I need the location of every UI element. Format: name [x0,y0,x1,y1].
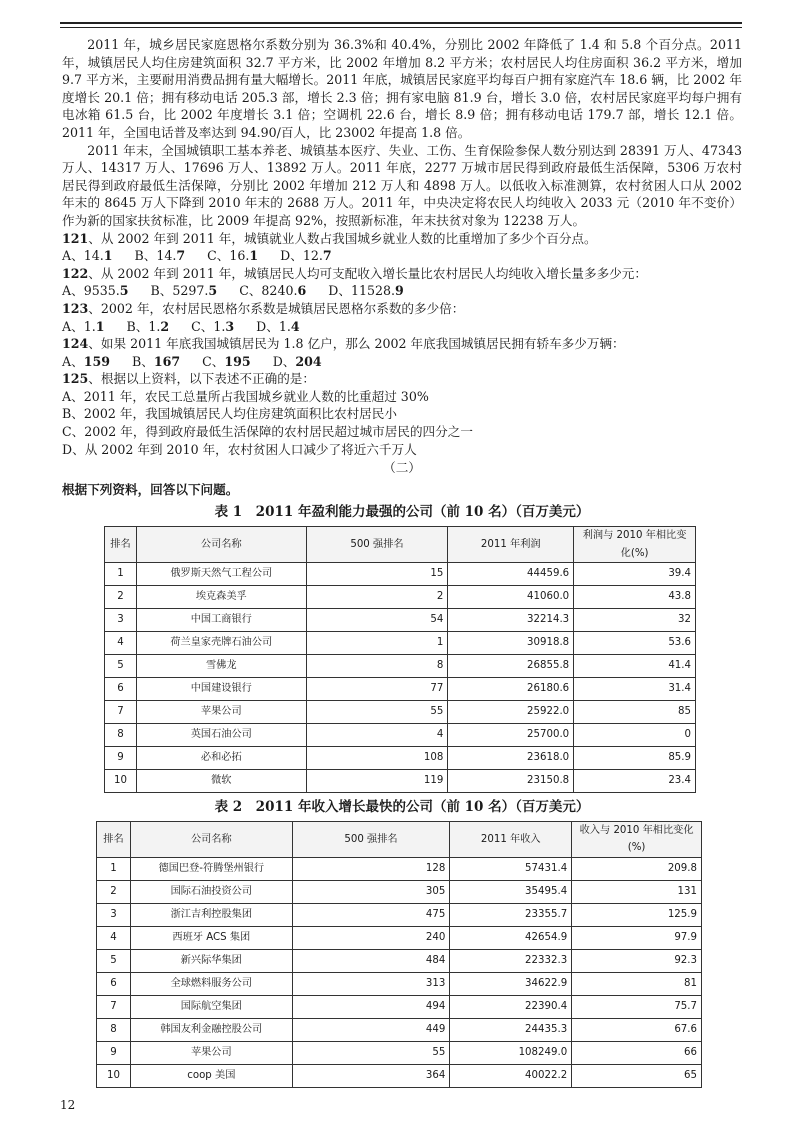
question-text: 、根据以上资料，以下表述不正确的是： [88,371,315,387]
table-cell: 67.6 [572,1019,702,1042]
column-header: 500 强排名 [292,821,450,857]
option-prefix: C、16. [207,248,250,264]
table-cell: 34622.9 [450,973,572,996]
option-bold-digit: 195 [224,353,251,369]
table-cell: 苹果公司 [136,701,306,724]
table-cell: 必和必拓 [136,747,306,770]
question-text: 、2002 年，农村居民恩格尔系数是城镇居民恩格尔系数的多少倍： [88,300,465,316]
table-cell: 荷兰皇家壳牌石油公司 [136,632,306,655]
paragraph-2: 2011 年末，全国城镇职工基本养老、城镇基本医疗、失业、工伤、生育保险参保人数分别达到 28391 万人、47343 万人、14317 万人、17696 万人、13892 万人。2011 年底，2277 万城市居民得到政府最低生活保障，5306 万农村居民得到政府最低生活保障，分别比 2002 年增加 212 万人和 4898 万人。以低收入标准测算，农村贫困人口从 2002 年末的 8645 万人下降到 2010 年末的 2688 万人。2011 年，中央决定将农民人均纯收入 2033 元（2010 年不变价）作为新的国家扶贫标准，比 2009 年提高 92%，按照新标准，年末扶贫对象为 12238 万人。 [62,142,742,228]
table-cell: 8 [306,655,448,678]
table-row [105,655,696,678]
options-row [62,318,742,336]
table-cell: 国际石油投资公司 [130,881,292,904]
table-cell: 中国工商银行 [136,609,306,632]
table-row [97,1065,702,1088]
table-cell: 128 [292,858,450,881]
table-cell: 2 [105,586,137,609]
table-row [105,678,696,701]
table-cell: 81 [572,973,702,996]
table-cell: 85.9 [574,747,696,770]
table-cell: 22332.3 [450,950,572,973]
table-cell: 22390.4 [450,996,572,1019]
table-row [105,770,696,793]
column-header: 2011 年利润 [448,527,574,563]
table-cell: 雪佛龙 [136,655,306,678]
table-cell: 德国巴登-符腾堡州银行 [130,858,292,881]
option-prefix: B、1. [126,318,161,334]
table-cell: 119 [306,770,448,793]
table-cell: 6 [105,678,137,701]
options-row [62,282,742,300]
table-cell: 65 [572,1065,702,1088]
table-row [105,632,696,655]
table-cell: 97.9 [572,927,702,950]
question-text: 、从 2002 年到 2011 年，城镇居民人均可支配收入增长量比农村居民人均纯收入增长量多多少元： [88,265,647,281]
document-body [62,36,742,1088]
table-cell: 2 [306,586,448,609]
option-bold-digit: 167 [153,353,181,369]
table-cell: 国际航空集团 [130,996,292,1019]
option-prefix: C、1. [191,318,226,334]
option-d [280,247,332,265]
table-2 [96,821,702,1088]
question-number: 122 [62,265,89,281]
table-cell: 40022.2 [450,1065,572,1088]
table-cell: 23355.7 [450,904,572,927]
table-cell: 35495.4 [450,881,572,904]
table-cell: 25700.0 [448,724,574,747]
column-header: 2011 年收入 [450,821,572,857]
table-cell: 英国石油公司 [136,724,306,747]
table-cell: 57431.4 [450,858,572,881]
option-prefix: B、 [132,353,154,369]
question-number: 121 [62,230,89,246]
option-c [202,353,251,371]
option-c [191,318,234,336]
table-cell: 4 [105,632,137,655]
option-prefix: C、8240. [239,283,298,299]
table-cell: 42654.9 [450,927,572,950]
question-123 [62,300,742,335]
table-cell: 44459.6 [448,563,574,586]
table-cell: 2 [97,881,131,904]
question-number: 124 [62,336,89,352]
option-bold-digit: 1 [103,248,113,264]
table-cell: 7 [97,996,131,1019]
paragraph-1: 2011 年，城乡居民家庭恩格尔系数分别为 36.3%和 40.4%，分别比 2002 年降低了 1.4 和 5.8 个百分点。2011 年，城镇居民人均住房建筑面积 32.7 平方米，比 2002 年增加 8.2 平方米；农村居民人均住房面积 36.2 平方米，增加 9.7 平方米，主要耐用消费品拥有量大幅增长。2011 年底，城镇居民家庭平均每百户拥有家庭汽车 18.6 辆，比 2002 年度增长 20.1 倍；拥有移动电话 205.3 部，增长 2.3 倍；拥有家电脑 81.9 台，增长 3.0 倍，农村居民家庭平均每户拥有电冰箱 61.5 台，比 2002 年度增长 3.1 倍；空调机 22.6 台，增长 8.9 倍；拥有移动电话 179.7 部，增长 12.1 倍。2011 年，全国电话普及率达到 94.90/百人，比 23002 年提高 1.8 倍。 [62,37,742,140]
table-row [97,881,702,904]
table-cell: 75.7 [572,996,702,1019]
question-number: 125 [62,371,89,387]
options-row [62,353,742,371]
table-cell: 23618.0 [448,747,574,770]
question-text: 、从 2002 年到 2011 年，城镇就业人数占我国城乡就业人数的比重增加了多少个百分点。 [88,230,597,246]
option-b [134,247,185,265]
table-cell: 92.3 [572,950,702,973]
table-cell: 15 [306,563,448,586]
option-d: D、从 2002 年到 2010 年，农村贫困人口减少了将近六千万人 [62,441,417,457]
table-cell: 6 [97,973,131,996]
table-row [105,724,696,747]
table-cell: 240 [292,927,450,950]
column-header: 收入与 2010 年相比变化(%) [572,821,702,857]
option-c [239,282,306,300]
table-cell: 26180.6 [448,678,574,701]
option-prefix: A、14. [62,248,104,264]
table-cell: 埃克森美孚 [136,586,306,609]
option-prefix: A、1. [62,318,96,334]
option-prefix: D、11528. [328,283,396,299]
table-row [105,563,696,586]
option-d [328,282,404,300]
table-cell: 53.6 [574,632,696,655]
option-d [273,353,322,371]
option-bold-digit: 6 [297,283,307,299]
table-1 [104,526,696,793]
table-cell: 55 [306,701,448,724]
option-bold-digit: 159 [83,353,110,369]
table-cell: 85 [574,701,696,724]
option-bold-digit: 5 [208,283,218,299]
table-cell: 41.4 [574,655,696,678]
option-d [256,318,299,336]
table-cell: 54 [306,609,448,632]
table-cell: 108 [306,747,448,770]
column-header: 公司名称 [136,527,306,563]
question-number: 123 [62,300,89,316]
option-b [151,282,218,300]
table-cell: 131 [572,881,702,904]
option-bold-digit: 1 [95,318,105,334]
option-prefix: D、1. [256,318,291,334]
table-2-title: 表 2 2011 年收入增长最快的公司（前 10 名）（百万美元） [214,799,590,816]
question-list [62,230,742,371]
table-cell: 77 [306,678,448,701]
question-122 [62,265,742,300]
option-bold-digit: 2 [160,318,170,334]
question-124 [62,335,742,370]
table-cell: 新兴际华集团 [130,950,292,973]
table-cell: 313 [292,973,450,996]
table-cell: 4 [97,927,131,950]
table-cell: 484 [292,950,450,973]
table-cell: 10 [105,770,137,793]
option-b: B、2002 年，我国城镇居民人均住房建筑面积比农村居民小 [62,406,397,422]
table-cell: 55 [292,1042,450,1065]
table-cell: 23150.8 [448,770,574,793]
table-cell: 30918.8 [448,632,574,655]
option-a [62,282,129,300]
option-bold-digit: 7 [322,248,332,264]
table-cell: 西班牙 ACS 集团 [130,927,292,950]
table-cell: 1 [306,632,448,655]
option-bold-digit: 9 [395,283,404,299]
section-label: （二） [383,460,421,476]
question-125 [62,370,742,458]
page-number: 12 [60,1098,76,1112]
table-cell: 3 [105,609,137,632]
table-cell: 俄罗斯天然气工程公司 [136,563,306,586]
table-row [97,996,702,1019]
table-cell: 8 [97,1019,131,1042]
section-prompt: 根据下列资料，回答以下问题。 [62,481,239,497]
table-row [105,701,696,724]
option-c: C、2002 年，得到政府最低生活保障的农村居民超过城市居民的四分之一 [62,424,473,440]
table-cell: 苹果公司 [130,1042,292,1065]
table-cell: 韩国友利金融控股公司 [130,1019,292,1042]
table-cell: 364 [292,1065,450,1088]
table-cell: 305 [292,881,450,904]
table-cell: 41060.0 [448,586,574,609]
table-cell: 7 [105,701,137,724]
table-row [97,1019,702,1042]
table-cell: 25922.0 [448,701,574,724]
table-row [105,586,696,609]
option-prefix: A、 [62,353,84,369]
table-cell: 24435.3 [450,1019,572,1042]
table-cell: 23.4 [574,770,696,793]
column-header: 排名 [105,527,137,563]
option-a [62,247,112,265]
option-prefix: D、 [272,353,296,369]
table-cell: 32 [574,609,696,632]
question-121 [62,230,742,265]
table-cell: 125.9 [572,904,702,927]
table-cell: 9 [105,747,137,770]
question-text: 、如果 2011 年底我国城镇居民为 1.8 亿户，那么 2002 年底我国城镇居民拥有轿车多少万辆： [88,336,625,352]
table-row [97,1042,702,1065]
table-row [97,858,702,881]
option-a: A、2011 年，农民工总量所占我国城乡就业人数的比重超过 30% [62,388,429,404]
option-c [207,247,258,265]
table-row [105,609,696,632]
table-cell: 43.8 [574,586,696,609]
table-row [97,927,702,950]
option-bold-digit: 1 [249,248,259,264]
table-1-title: 表 1 2011 年盈利能力最强的公司（前 10 名）（百万美元） [214,504,590,521]
option-prefix: C、 [202,353,225,369]
table-cell: 449 [292,1019,450,1042]
table-cell: 108249.0 [450,1042,572,1065]
table-cell: 8 [105,724,137,747]
table-cell: 9 [97,1042,131,1065]
option-a [62,353,110,371]
option-b [126,318,169,336]
table-cell: 微软 [136,770,306,793]
option-bold-digit: 3 [225,318,235,334]
table-row [105,747,696,770]
table-cell: 10 [97,1065,131,1088]
table-row [97,973,702,996]
table-row [97,904,702,927]
option-prefix: B、5297. [150,283,209,299]
header-rule [60,22,742,28]
column-header: 500 强排名 [306,527,448,563]
table-cell: 494 [292,996,450,1019]
table-cell: 4 [306,724,448,747]
column-header: 公司名称 [130,821,292,857]
column-header: 利润与 2010 年相比变化(%) [574,527,696,563]
option-prefix: A、9535. [62,283,120,299]
option-bold-digit: 5 [119,283,129,299]
table-cell: 475 [292,904,450,927]
options-row [62,247,742,265]
table-cell: 中国建设银行 [136,678,306,701]
option-prefix: D、12. [280,248,323,264]
option-bold-digit: 204 [295,353,322,369]
table-cell: 3 [97,904,131,927]
option-bold-digit: 7 [176,248,186,264]
table-cell: 31.4 [574,678,696,701]
table-cell: 39.4 [574,563,696,586]
table-cell: 5 [105,655,137,678]
table-cell: 1 [97,858,131,881]
table-cell: coop 美国 [130,1065,292,1088]
option-a [62,318,104,336]
table-cell: 浙江吉利控股集团 [130,904,292,927]
column-header: 排名 [97,821,131,857]
table-cell: 26855.8 [448,655,574,678]
table-cell: 1 [105,563,137,586]
table-cell: 全球燃料服务公司 [130,973,292,996]
table-row [97,950,702,973]
table-cell: 32214.3 [448,609,574,632]
table-cell: 209.8 [572,858,702,881]
option-b [132,353,180,371]
option-prefix: B、14. [134,248,177,264]
table-cell: 0 [574,724,696,747]
option-bold-digit: 4 [290,318,300,334]
table-cell: 66 [572,1042,702,1065]
table-cell: 5 [97,950,131,973]
